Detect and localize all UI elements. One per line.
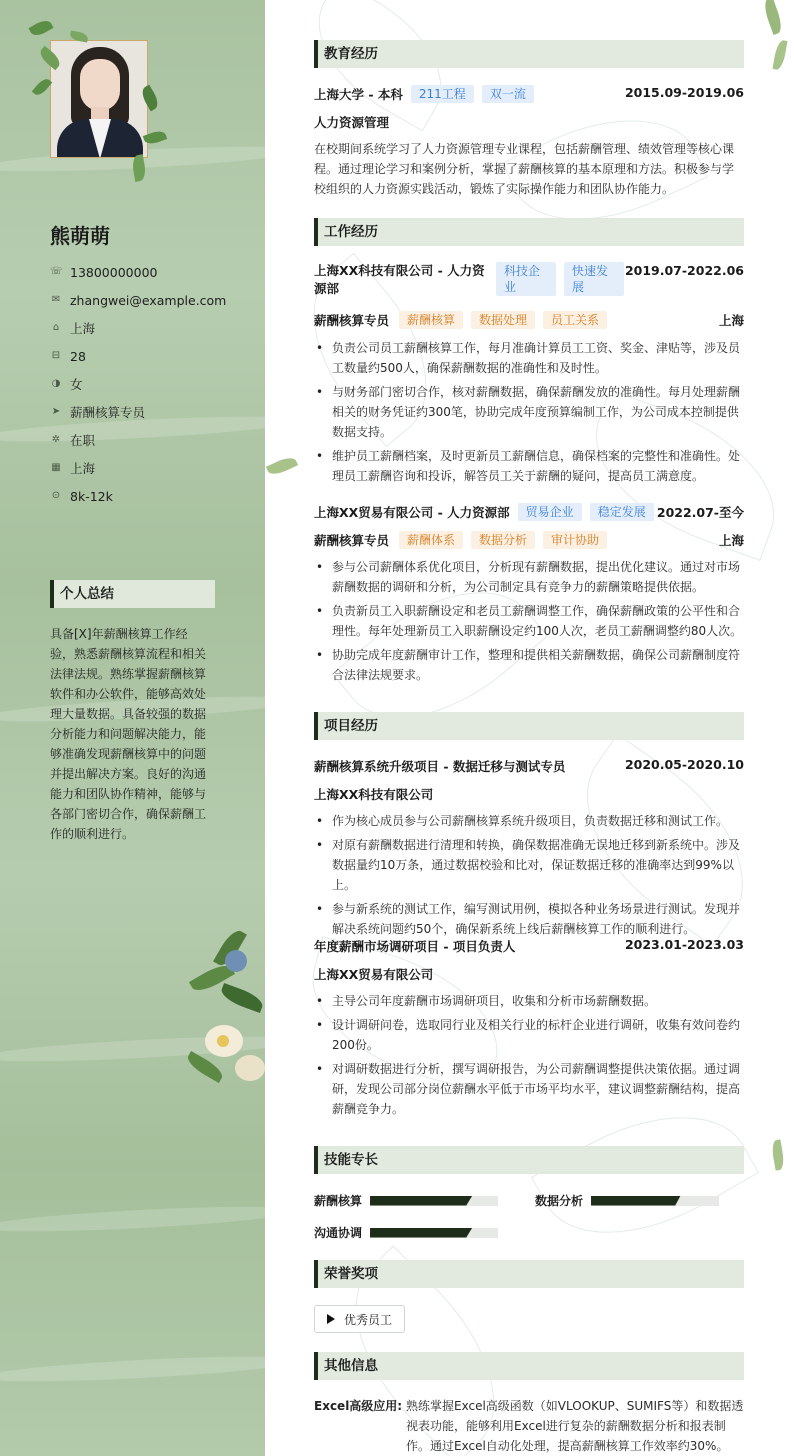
city-icon: ▦: [51, 462, 61, 473]
job-bullets: [314, 338, 744, 490]
avatar: [30, 22, 170, 202]
project-bullet: • 对原有薪酬数据进行清理和转换，确保数据准确无误地迁移到新系统中。涉及数据量约10万条，通过数据校验和比对，保证数据迁移的准确率达到99%以上。: [314, 835, 744, 895]
section-title-skills: 技能专长: [314, 1146, 744, 1174]
job-target-icon: ➤: [51, 406, 61, 417]
contact-info-item: [50, 342, 226, 370]
status-icon: ✲: [51, 434, 61, 445]
contact-info-text: zhangwei@example.com: [70, 292, 227, 308]
profile-name: 熊萌萌: [50, 224, 110, 248]
other-info-row: [314, 1396, 744, 1456]
skill-bar: [370, 1228, 498, 1238]
contact-info-item: [50, 426, 226, 454]
contact-info-item: [50, 258, 226, 286]
school-name: 上海大学 - 本科: [314, 87, 403, 102]
home-icon: ⌂: [52, 322, 60, 333]
contact-info-list: [50, 258, 226, 510]
project-bullet: • 作为核心成员参与公司薪酬核算系统升级项目，负责数据迁移和测试工作。: [314, 811, 744, 831]
leaf-decor-icon: [761, 0, 785, 35]
education-major-row: [314, 113, 744, 131]
education-description: 在校期间系统学习了人力资源管理专业课程，包括薪酬管理、绩效管理等核心课程。通过理论学习和案例分析，掌握了薪酬核算的基本原理和方法。积极参与学校组织的人力资源实践活动，锻炼了实际操作能力和团队协作能力。: [314, 142, 735, 196]
contact-info-item: [50, 454, 226, 482]
job-bullet: • 负责公司员工薪酬核算工作，每月准确计算员工工资、奖金、津贴等，涉及员工数量约500人，确保薪酬数据的准确性和及时性。: [314, 338, 744, 378]
project-bullet: • 设计调研问卷，选取同行业及相关行业的标杆企业进行调研，收集有效问卷约200份。: [314, 1015, 744, 1055]
job-position: 薪酬核算专员: [314, 313, 390, 328]
job-bullet: • 维护员工薪酬档案，及时更新员工薪酬信息，确保档案的完整性和准确性。处理员工薪酬咨询和投诉，解答员工关于薪酬的疑问，提高员工满意度。: [314, 446, 744, 486]
skill-tag: 薪酬核算: [399, 311, 463, 329]
contact-info-text: 在职: [70, 433, 96, 448]
project-name: 年度薪酬市场调研项目 - 项目负责人: [314, 939, 516, 954]
honor-label: 优秀员工: [344, 1312, 393, 1327]
job-location: 上海: [718, 313, 744, 328]
skill-name: 沟通协调: [314, 1226, 363, 1240]
education-period: 2015.09-2019.06: [624, 85, 744, 100]
contact-info-text: 上海: [70, 321, 96, 336]
job-header: [314, 503, 744, 521]
project-bullet: • 主导公司年度薪酬市场调研项目，收集和分析市场薪酬数据。: [314, 991, 744, 1011]
job-location: 上海: [718, 533, 744, 548]
job-position-row: [314, 311, 744, 329]
project-bullet: • 参与新系统的测试工作，编写测试用例，模拟各种业务场景进行测试。发现并解决系统问题约50个，确保新系统上线后薪酬核算工作的顺利进行。: [314, 899, 744, 939]
contact-info-item: [50, 314, 226, 342]
contact-info-text: 13800000000: [70, 264, 158, 280]
contact-info-text: 女: [70, 377, 83, 392]
leaf-decor-icon: [131, 154, 147, 182]
skill-tag: 数据分析: [471, 531, 535, 549]
play-triangle-icon: [327, 1314, 335, 1324]
skill-bar-fill: [370, 1196, 472, 1206]
school-tag: 211工程: [411, 85, 474, 103]
other-info-label: Excel高级应用:: [314, 1399, 403, 1413]
contact-info-item: [50, 398, 226, 426]
contact-info-item: [50, 370, 226, 398]
skill-bar: [370, 1196, 498, 1206]
project-company-row: [314, 785, 744, 803]
job-period: 2019.07-2022.06: [624, 263, 744, 278]
job-company: 上海XX贸易有限公司 - 人力资源部: [314, 505, 510, 520]
job-period: 2022.07-至今: [656, 505, 744, 520]
section-title-education: 教育经历: [314, 40, 744, 68]
avatar-photo: [50, 40, 148, 158]
job-header: [314, 262, 744, 298]
honor-item[interactable]: [314, 1305, 405, 1333]
leaf-decor-icon: [28, 17, 53, 38]
decor-streak: [0, 1352, 265, 1387]
section-title-other: 其他信息: [314, 1352, 744, 1380]
skill-bar: [591, 1196, 719, 1206]
project-bullets: [314, 811, 744, 943]
email-icon: ✉: [51, 294, 61, 305]
skill-item: [314, 1192, 498, 1209]
age-icon: ⊟: [51, 350, 61, 361]
flower-decor-icon: [180, 930, 265, 1090]
decor-streak: [0, 1202, 265, 1237]
school-tag: 双一流: [482, 85, 534, 103]
skill-item: [535, 1192, 719, 1209]
job-bullet: • 负责新员工入职薪酬设定和老员工薪酬调整工作，确保薪酬政策的公平性和合理性。每年处理新员工入职薪酬设定约100人次，老员工薪酬调整约80人次。: [314, 601, 744, 641]
project-header: [314, 937, 744, 955]
skill-tag: 员工关系: [543, 311, 607, 329]
section-title-work: 工作经历: [314, 218, 744, 246]
summary-title: 个人总结: [50, 580, 215, 608]
leaf-decor-icon: [266, 454, 298, 478]
leaf-decor-icon: [770, 1139, 785, 1170]
job-bullet: • 参与公司薪酬体系优化项目，分析现有薪酬数据，提出优化建议。通过对市场薪酬数据的调研和分析，为公司制定具有竞争力的薪酬策略提供依据。: [314, 557, 744, 597]
project-company: 上海XX科技有限公司: [314, 787, 434, 802]
summary-text: 具备[X]年薪酬核算工作经验，熟悉薪酬核算流程和相关法律法规。熟练掌握薪酬核算软件和办公软件，能够高效处理大量数据。具备较强的数据分析能力和问题解决能力，能够准确发现薪酬核算中的问题并提出解决方案。良好的沟通能力和团队协作精神，能够与各部门密切合作，确保薪酬工作的顺利进行。: [50, 627, 207, 841]
section-title-honors: 荣誉奖项: [314, 1260, 744, 1288]
salary-icon: ⊙: [51, 490, 61, 501]
contact-info-item: [50, 286, 226, 314]
education-major: 人力资源管理: [314, 115, 390, 130]
contact-info-text: 8k-12k: [70, 488, 113, 504]
project-bullet: • 对调研数据进行分析，撰写调研报告，为公司薪酬调整提供决策依据。通过调研，发现公司部分岗位薪酬水平低于市场平均水平，建议调整薪酬结构，提高薪酬竞争力。: [314, 1059, 744, 1119]
sidebar: [0, 0, 265, 1456]
skill-item: [314, 1224, 498, 1241]
skill-name: 数据分析: [535, 1194, 584, 1208]
education-header: [314, 85, 744, 103]
project-company: 上海XX贸易有限公司: [314, 967, 434, 982]
project-period: 2023.01-2023.03: [624, 937, 744, 952]
job-position-row: [314, 531, 744, 549]
leaf-decor-icon: [772, 39, 787, 70]
project-name: 薪酬核算系统升级项目 - 数据迁移与测试专员: [314, 759, 566, 774]
skill-tag: 数据处理: [471, 311, 535, 329]
job-bullets: [314, 557, 744, 689]
company-tag: 快速发展: [564, 262, 624, 296]
company-tag: 科技企业: [496, 262, 556, 296]
job-bullet: • 协助完成年度薪酬审计工作，整理和提供相关薪酬数据，确保公司薪酬制度符合法律法规要求。: [314, 645, 744, 685]
company-tag: 稳定发展: [590, 503, 654, 521]
main-content: [265, 0, 794, 1456]
skill-name: 薪酬核算: [314, 1194, 363, 1208]
phone-icon: ☏: [50, 266, 63, 277]
project-bullets: [314, 991, 744, 1123]
skill-tag: 审计协助: [543, 531, 607, 549]
job-position: 薪酬核算专员: [314, 533, 390, 548]
contact-info-item: [50, 482, 226, 510]
skill-bar-fill: [591, 1196, 681, 1206]
skill-bar-fill: [370, 1228, 472, 1238]
project-period: 2020.05-2020.10: [624, 757, 744, 772]
other-info-text: 熟练掌握Excel高级函数（如VLOOKUP、SUMIFS等）和数据透视表功能，能够利用Excel进行复杂的薪酬数据分析和报表制作。通过Excel自动化处理，提高薪酬核算工作效率约30%。: [406, 1399, 744, 1453]
project-company-row: [314, 965, 744, 983]
project-header: [314, 757, 744, 775]
company-tag: 贸易企业: [518, 503, 582, 521]
skill-tag: 薪酬体系: [399, 531, 463, 549]
contact-info-text: 28: [70, 348, 86, 364]
gender-icon: ◑: [51, 378, 61, 389]
job-company: 上海XX科技有限公司 - 人力资源部: [314, 263, 485, 296]
job-bullet: • 与财务部门密切合作，核对薪酬数据，确保薪酬发放的准确性。每月处理薪酬相关的财务凭证约300笔，协助完成年度预算编制工作，为公司成本控制提供数据支持。: [314, 382, 744, 442]
contact-info-text: 薪酬核算专员: [70, 405, 146, 420]
section-title-projects: 项目经历: [314, 712, 744, 740]
contact-info-text: 上海: [70, 461, 96, 476]
